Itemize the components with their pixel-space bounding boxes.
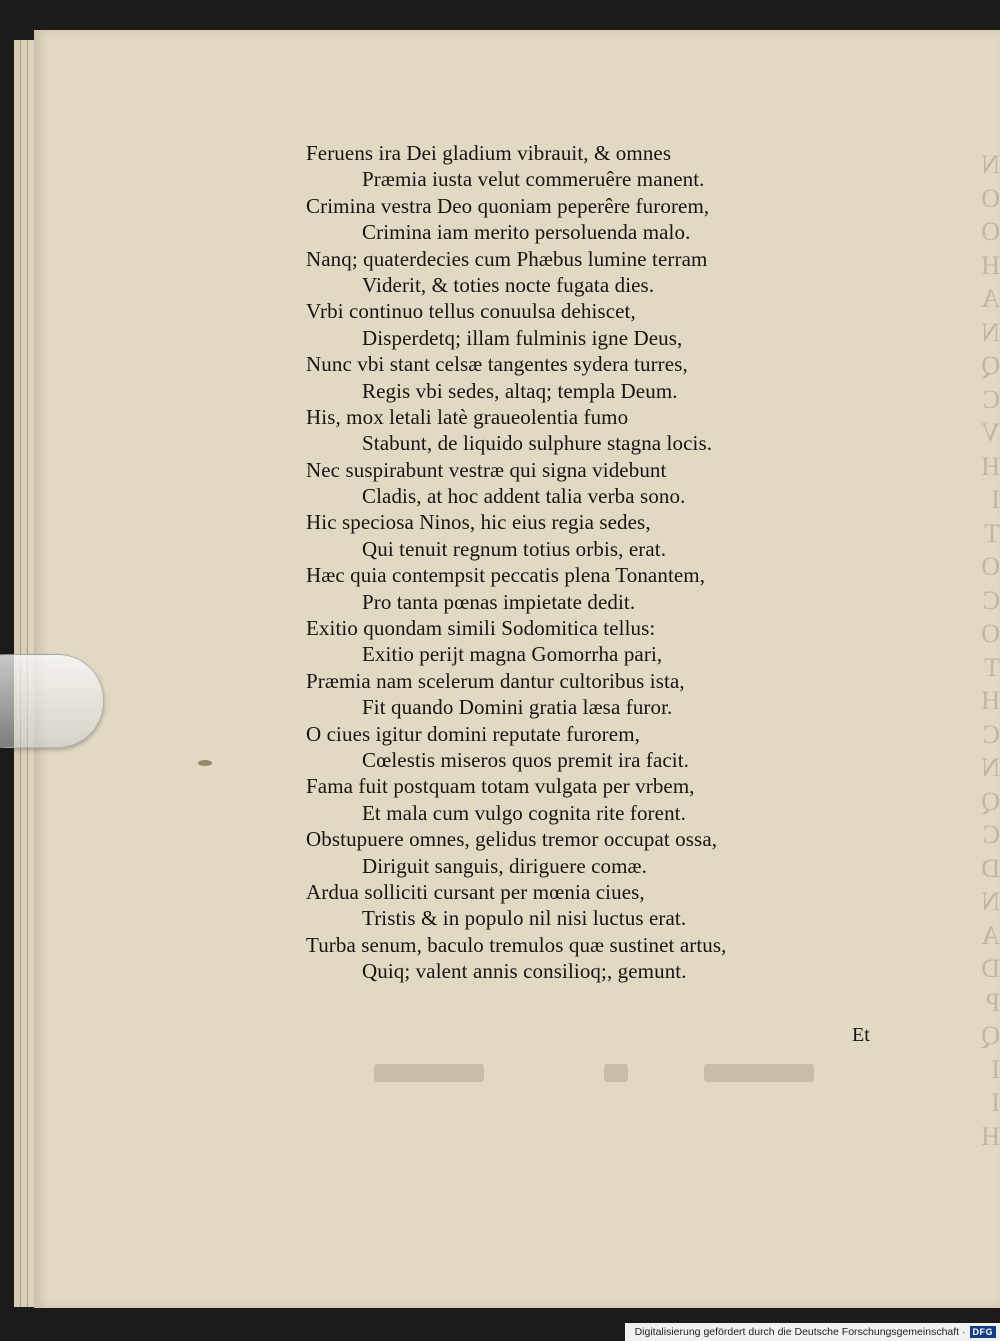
verse-line: Nanq; quaterdecies cum Phæbus lumine terram (306, 246, 708, 271)
verse-line: Vrbi continuo tellus conuulsa dehiscet, (306, 299, 636, 324)
verse-line: Crimina vestra Deo quoniam peperêre furorem, (306, 193, 710, 218)
poem-text (306, 140, 896, 985)
verse-line: Feruens ira Dei gladium vibrauit, & omnes (306, 141, 672, 165)
verse-line: Viderit, & toties nocte fugata dies. (362, 272, 655, 297)
verse-line: Nunc vbi stant celsæ tangentes sydera turres, (306, 352, 688, 377)
verse-line: O ciues igitur domini reputate furorem, (306, 721, 640, 746)
verse-line: Disperdetq; illam fulminis igne Deus, (362, 325, 683, 350)
verse-line: Diriguit sanguis, diriguere comæ. (362, 853, 648, 878)
ink-spot (198, 760, 212, 766)
verse-line: Fit quando Domini gratia læsa furor. (362, 695, 673, 720)
verse-line: Nec suspirabunt vestræ qui signa videbunt (306, 457, 667, 482)
verse-line: Exitio perijt magna Gomorrha pari, (362, 642, 663, 667)
verse-line: Et mala cum vulgo cognita rite forent. (362, 800, 686, 825)
verse-line: Exitio quondam simili Sodomitica tellus: (306, 616, 656, 641)
page-clip (0, 654, 104, 748)
verse-line: Turba senum, baculo tremulos quæ sustinet artus, (306, 932, 727, 957)
verse-line: Hic speciosa Ninos, hic eius regia sedes, (306, 510, 651, 535)
verse-line: Regis vbi sedes, altaq; templa Deum. (362, 378, 678, 403)
verse-line: Qui tenuit regnum totius orbis, erat. (362, 536, 667, 561)
funding-credit: Digitalisierung gefördert durch die Deutsche Forschungsgemeinschaft · (634, 1326, 966, 1338)
verse-line: Obstupuere omnes, gelidus tremor occupat ossa, (306, 827, 718, 852)
verse-line: Quiq; valent annis consilioq;, gemunt. (362, 959, 687, 984)
verse-line: Præmia nam scelerum dantur cultoribus ista, (306, 668, 685, 693)
catchword: Et (852, 1024, 870, 1046)
verse-line: Tristis & in populo nil nisi luctus erat. (362, 906, 687, 931)
show-through-text: N O O H A N Q C V H I T O C O T H C N Q C D N A D P Q I I H (981, 150, 1000, 1151)
verse-line: Crimina iam merito persoluenda malo. (362, 220, 691, 245)
verse-line: Hæc quia contempsit peccatis plena Tonantem, (306, 563, 706, 588)
verse-line: Fama fuit postquam totam vulgata per vrbem, (306, 774, 695, 799)
show-through-footer (374, 1060, 874, 1090)
digitization-banner (625, 1323, 1000, 1341)
verse-line: Stabunt, de liquido sulphure stagna locis. (362, 431, 713, 456)
verse-line: Ardua solliciti cursant per mœnia ciues, (306, 879, 645, 904)
verse-line: Præmia iusta velut commeruêre manent. (362, 167, 705, 192)
verse-line: His, mox letali latè graueolentia fumo (306, 404, 629, 429)
verse-line: Pro tanta pœnas impietate dedit. (362, 589, 636, 614)
verse-line: Cœlestis miseros quos premit ira facit. (362, 747, 690, 772)
verse-line: Cladis, at hoc addent talia verba sono. (362, 484, 686, 509)
dfg-logo: DFG (970, 1326, 997, 1338)
